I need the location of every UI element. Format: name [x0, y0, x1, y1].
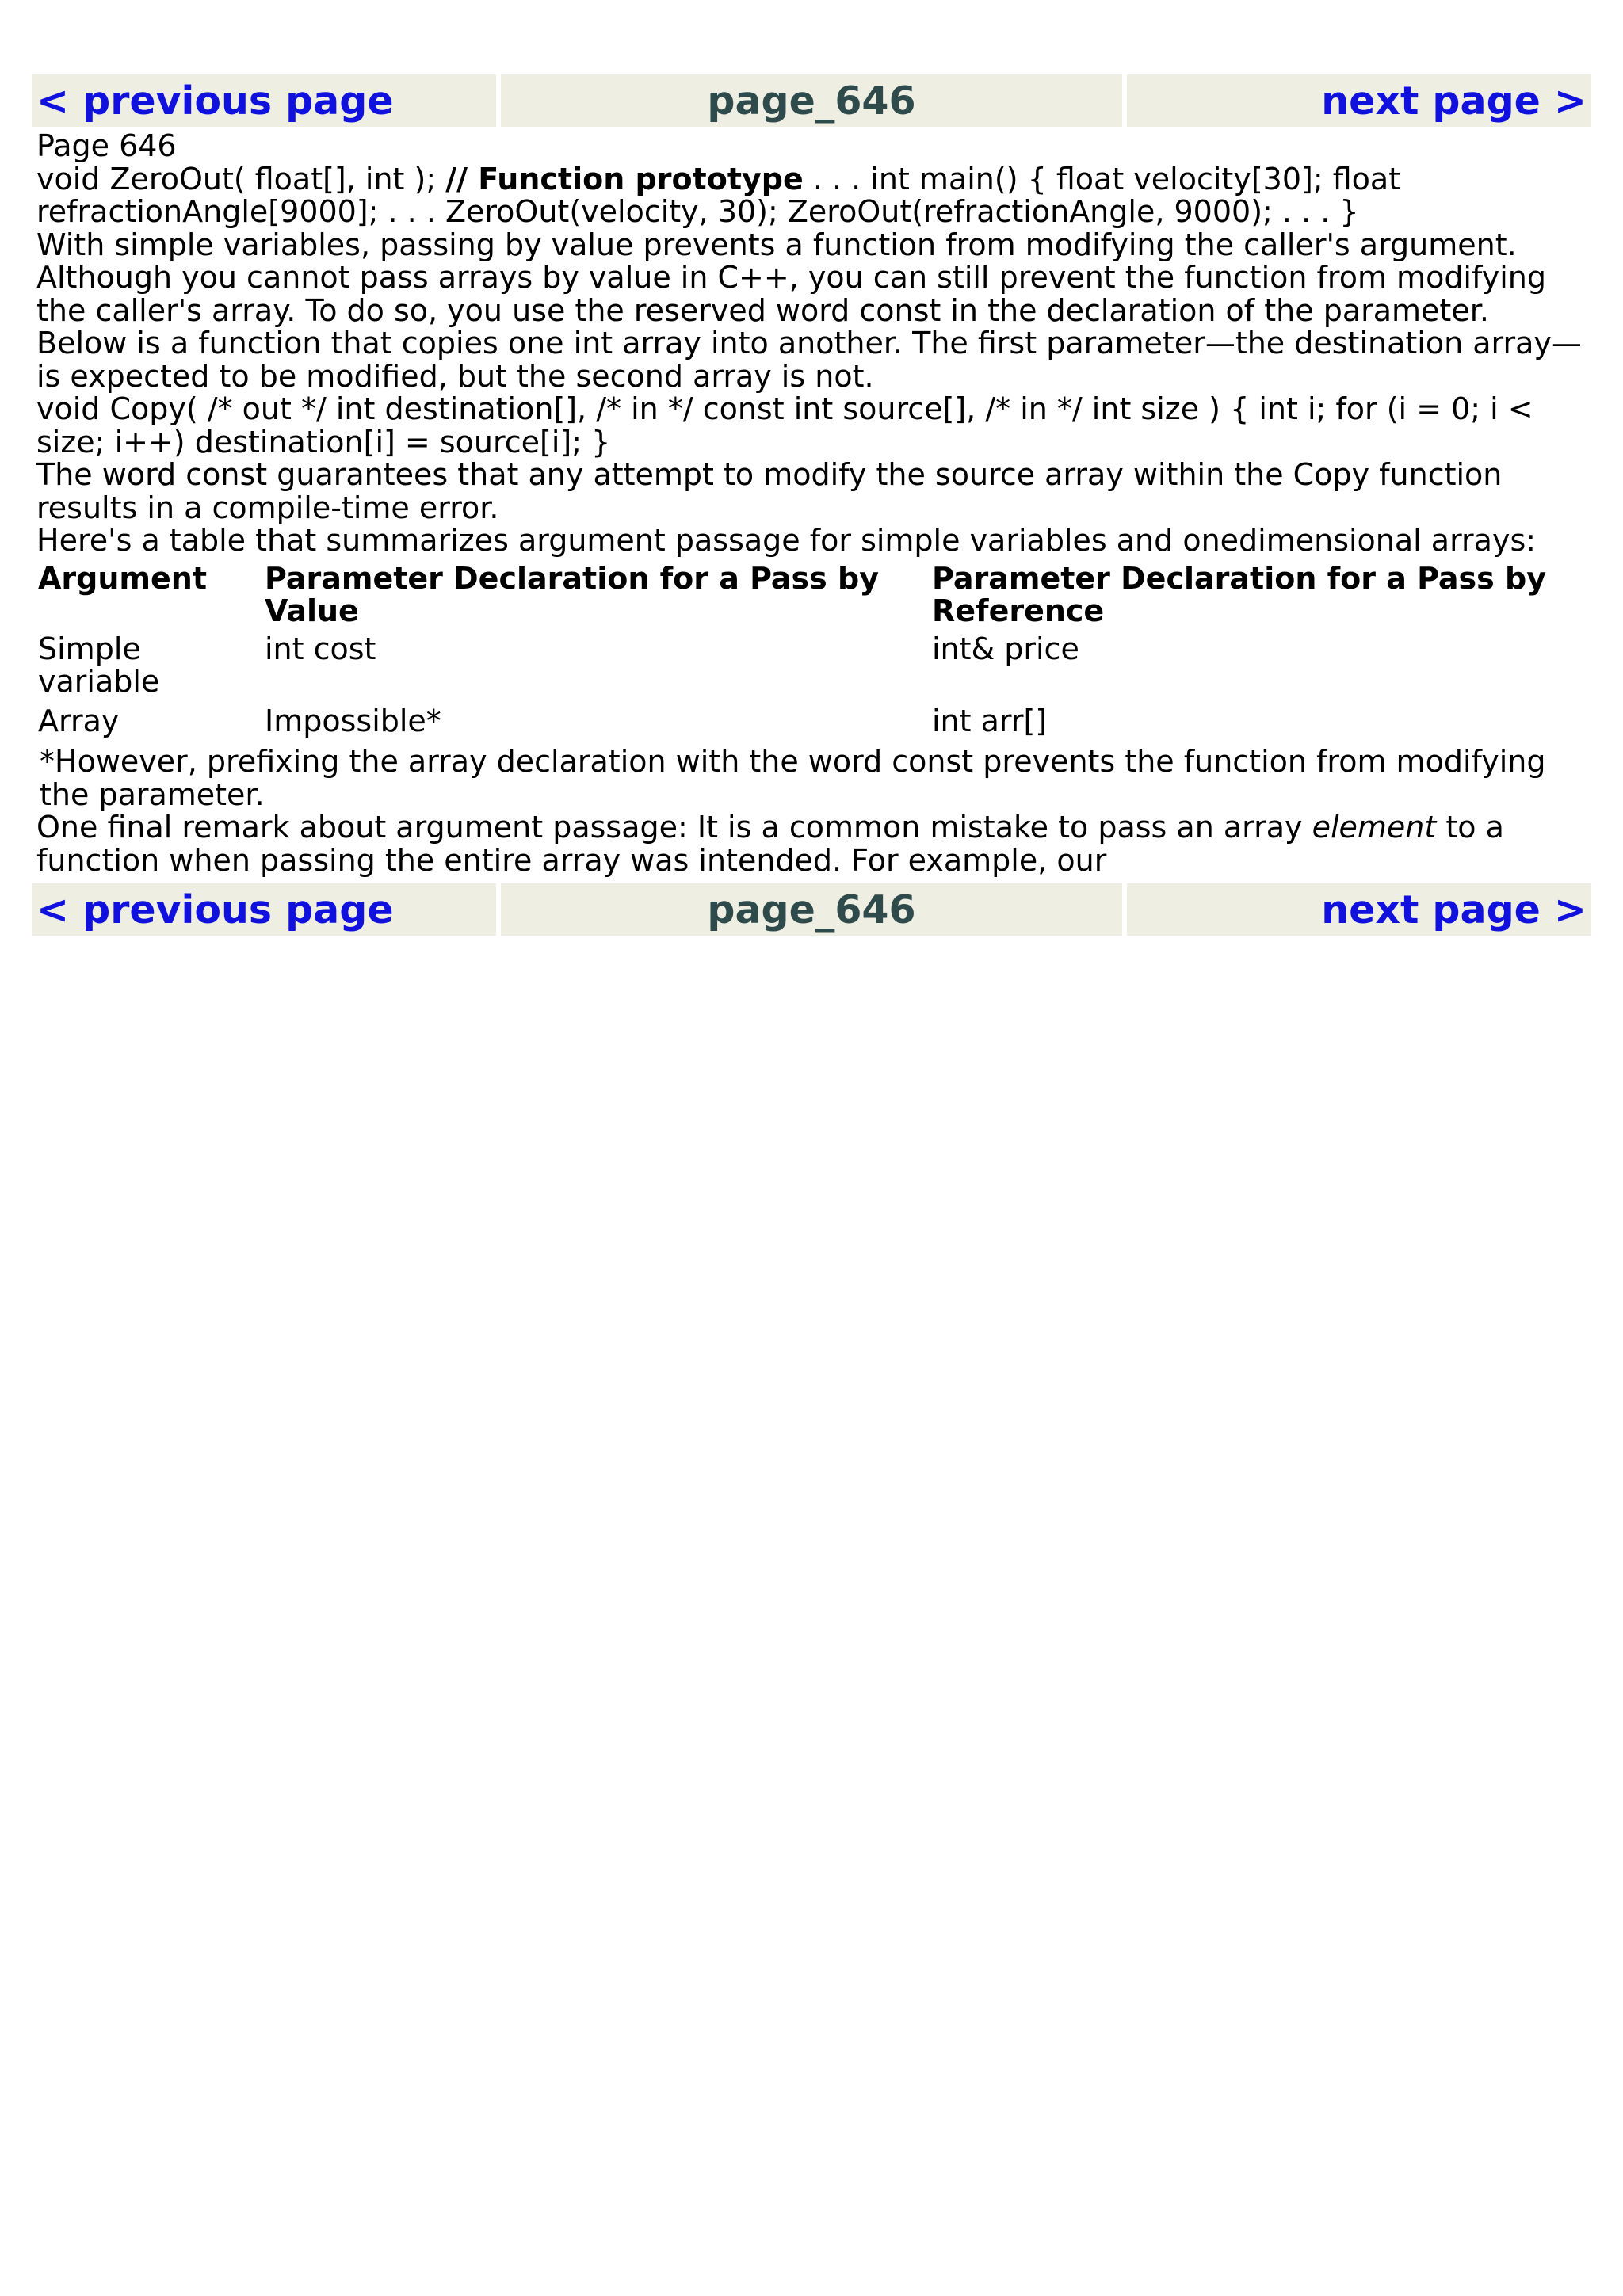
page-number-label: page_646 [501, 74, 1122, 127]
table-row [36, 704, 1587, 743]
table-header-cell: Parameter Declaration for a Pass by Value [265, 560, 879, 628]
table-cell: int& price [932, 631, 1079, 666]
table-header-row [36, 563, 1587, 631]
table-header-cell: Argument [38, 560, 207, 596]
page-number-label: page_646 [501, 883, 1122, 936]
code-text: . . . int main() { float velocity[30]; float refractionAngle[9000]; . . . ZeroOut(velocity, 30); ZeroOut(refractionAngle, 9000); . . . } [36, 161, 1401, 229]
table-row [36, 631, 1587, 704]
paragraph-text: One final remark about argument passage: It is a common mistake to pass an array [36, 810, 1312, 845]
page-content [32, 127, 1591, 877]
bottom-navigation-bar [32, 883, 1591, 936]
table-header-cell: Parameter Declaration for a Pass by Reference [932, 560, 1546, 628]
table-cell: int cost [265, 631, 376, 666]
table-cell: Impossible* [265, 703, 441, 738]
previous-page-link[interactable]: < previous page [32, 883, 496, 936]
table-cell: Array [38, 703, 120, 738]
code-comment: // Function prototype [445, 161, 804, 196]
paragraph [36, 811, 1587, 877]
table-cell: int arr[] [932, 703, 1048, 738]
paragraph: The word const guarantees that any attempt to modify the source array within the Copy function results in a compile-time error. [36, 457, 1503, 525]
paragraph: Here's a table that summarizes argument passage for simple variables and onedimensional arrays: [36, 523, 1537, 558]
code-snippet-copy: void Copy( /* out */ int destination[], /* in */ const int source[], /* in */ int size ) { int i; for (i = 0; i < size; i++) destination[i] = source[i]; } [36, 391, 1533, 460]
code-snippet-zeroout [36, 163, 1587, 229]
argument-passage-table [36, 560, 1587, 743]
emphasized-text: element [1312, 810, 1437, 845]
next-page-link[interactable]: next page > [1127, 883, 1591, 936]
document-page [32, 74, 1591, 936]
next-page-link[interactable]: next page > [1127, 74, 1591, 127]
top-navigation-bar [32, 74, 1591, 127]
code-text: void ZeroOut( float[], int ); [36, 161, 446, 196]
paragraph-text: to a function when passing the entire array was intended. For example, our [36, 810, 1504, 878]
paragraph: With simple variables, passing by value prevents a function from modifying the caller's argument. Although you cannot pass arrays by value in C++, you can still prevent the function from modifying the caller's array. To do so, you use the reserved word const in the declaration of the parameter. Below is a function that copies one int array into another. The first parameter—the destination array—is expected to be modified, but the second array is not. [36, 227, 1582, 394]
table-footnote: *However, prefixing the array declaration with the word const prevents the function from modifying the parameter. [40, 744, 1546, 812]
table-cell: Simple variable [38, 631, 160, 699]
page-heading: Page 646 [36, 128, 177, 163]
previous-page-link[interactable]: < previous page [32, 74, 496, 127]
